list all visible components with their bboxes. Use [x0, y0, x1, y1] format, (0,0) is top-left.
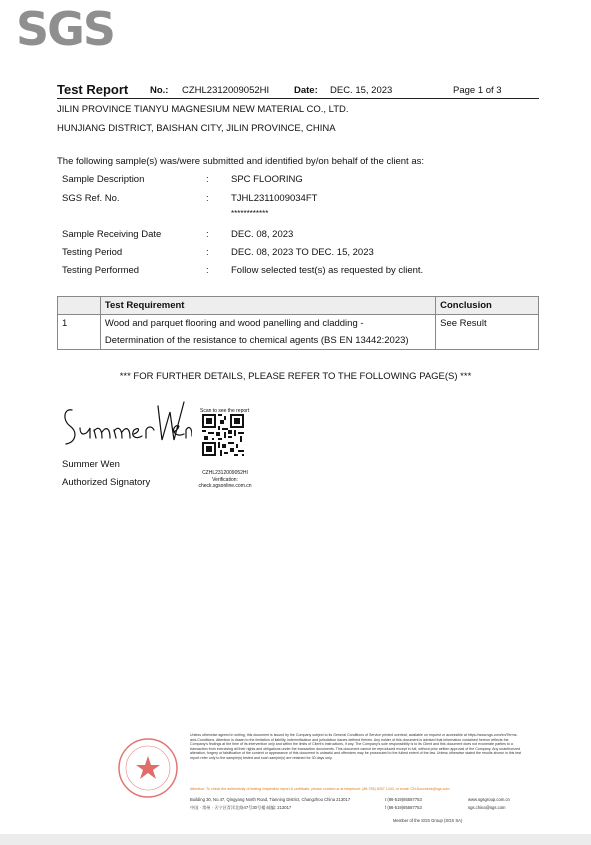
report-no-value: CZHL2312009052HI	[182, 85, 270, 96]
table-cell-num	[58, 332, 101, 350]
table-header-conclusion: Conclusion	[436, 297, 539, 315]
footer-web[interactable]: www.sgsgroup.com.cn	[468, 797, 510, 802]
footer-address-cn: 中国 · 常州 · 天宁区青洋北路47号30号楼 邮编: 213017	[190, 805, 292, 810]
detail-label: Testing Period	[62, 247, 123, 258]
detail-value: TJHL2311009034FT	[231, 193, 318, 204]
page-number: Page 1 of 3	[453, 85, 502, 96]
table-header-row	[58, 297, 539, 315]
qr-code-icon[interactable]	[202, 414, 244, 456]
client-name: JILIN PROVINCE TIANYU MAGNESIUM NEW MATERIAL CO., LTD.	[57, 104, 349, 115]
detail-colon: :	[206, 247, 209, 258]
further-details-note: *** FOR FURTHER DETAILS, PLEASE REFER TO THE FOLLOWING PAGE(S) ***	[119, 371, 472, 382]
table-cell-requirement: Wood and parquet flooring and wood panelling and cladding -	[100, 315, 435, 333]
detail-colon: :	[206, 265, 209, 276]
report-title: Test Report	[57, 82, 129, 97]
qr-verification-site: check.sgsonline.com.cn	[198, 483, 252, 489]
detail-label: Sample Receiving Date	[62, 229, 162, 240]
table-header-num	[58, 297, 101, 315]
footer-attention: Attention: To check the authenticity of testing /inspection report & certificate, please contact us at telephone: (86-755) 8307 1443, or email: CN.Doccheck@sgs.com	[190, 787, 450, 791]
qr-code-text: CZHL2312009052HI	[202, 470, 248, 476]
footer-address-en: Building 30, No.47, Qingyang North Road, Tianning District, Changzhou China 213017	[190, 797, 351, 802]
footer-disclaimer: Unless otherwise agreed in writing, this document is issued by the Company subject to its General Conditions of Service printed overleaf, available on request or accessible at https://www.sgs.com/en/Terms-and-Conditions. Attention is drawn to the limitation of liability, indemnification and jurisdiction issues defined therein. Any holder of this document is advised that information contained hereon reflects the Company's findings at the time of its intervention only and within the limits of Client's instructions, if any. The Company's sole responsibility is to its Client and this document does not exonerate parties to a transaction from exercising all their rights and obligations under the transaction documents. This document cannot be reproduced except in full, without prior written approval of the Company. Any unauthorized alteration, forgery or falsification of the content or appearance of this document is unlawful and offenders may be prosecuted to the fullest extent of the law. Unless otherwise stated the results shown in this test report refer only to the sample(s) tested and such sample(s) are retained for 30 days only.	[190, 733, 522, 760]
detail-value: DEC. 08, 2023 TO DEC. 15, 2023	[231, 247, 374, 258]
table-row	[58, 315, 539, 333]
detail-label: Testing Performed	[62, 265, 140, 276]
header-rule	[57, 98, 539, 99]
table-header-requirement: Test Requirement	[100, 297, 435, 315]
client-address: HUNJIANG DISTRICT, BAISHAN CITY, JILIN PROVINCE, CHINA	[57, 123, 336, 134]
footer-email[interactable]: sgs.china@sgs.com	[468, 805, 506, 810]
signatory-title: Authorized Signatory	[62, 477, 151, 488]
qr-verification-label: Verification:	[212, 477, 238, 483]
detail-colon: :	[206, 229, 209, 240]
page-bottom-band	[0, 834, 591, 845]
detail-colon: :	[206, 193, 209, 204]
detail-value: DEC. 08, 2023	[231, 229, 294, 240]
intro-text: The following sample(s) was/were submitted and identified by/on behalf of the client as:	[57, 156, 425, 167]
table-cell-conclusion	[436, 332, 539, 350]
qr-caption: Scan to see the report	[200, 408, 250, 414]
footer-tel: t (86-519)85587753	[385, 797, 422, 802]
detail-colon: :	[206, 174, 209, 185]
handwritten-signature	[62, 398, 192, 453]
detail-label: SGS Ref. No.	[62, 193, 120, 204]
table-cell-conclusion: See Result	[436, 315, 539, 333]
detail-value-masked: ************	[231, 209, 269, 218]
signatory-name: Summer Wen	[62, 459, 120, 470]
detail-value: Follow selected test(s) as requested by client.	[231, 265, 424, 276]
table-cell-num: 1	[58, 315, 101, 333]
detail-value: SPC FLOORING	[231, 174, 303, 185]
date-label: Date:	[294, 85, 318, 96]
table-cell-requirement: Determination of the resistance to chemical agents (BS EN 13442:2023)	[100, 332, 435, 350]
footer-fax: f (86-519)85587753	[385, 805, 422, 810]
footer-member: Member of the SGS Group (SGS SA)	[393, 818, 463, 823]
detail-label: Sample Description	[62, 174, 145, 185]
table-row	[58, 332, 539, 350]
sgs-logo: SGS	[16, 2, 115, 56]
test-requirement-table	[57, 296, 539, 350]
report-no-label: No.:	[150, 85, 169, 96]
inspection-stamp-icon	[116, 736, 180, 800]
date-value: DEC. 15, 2023	[330, 85, 393, 96]
